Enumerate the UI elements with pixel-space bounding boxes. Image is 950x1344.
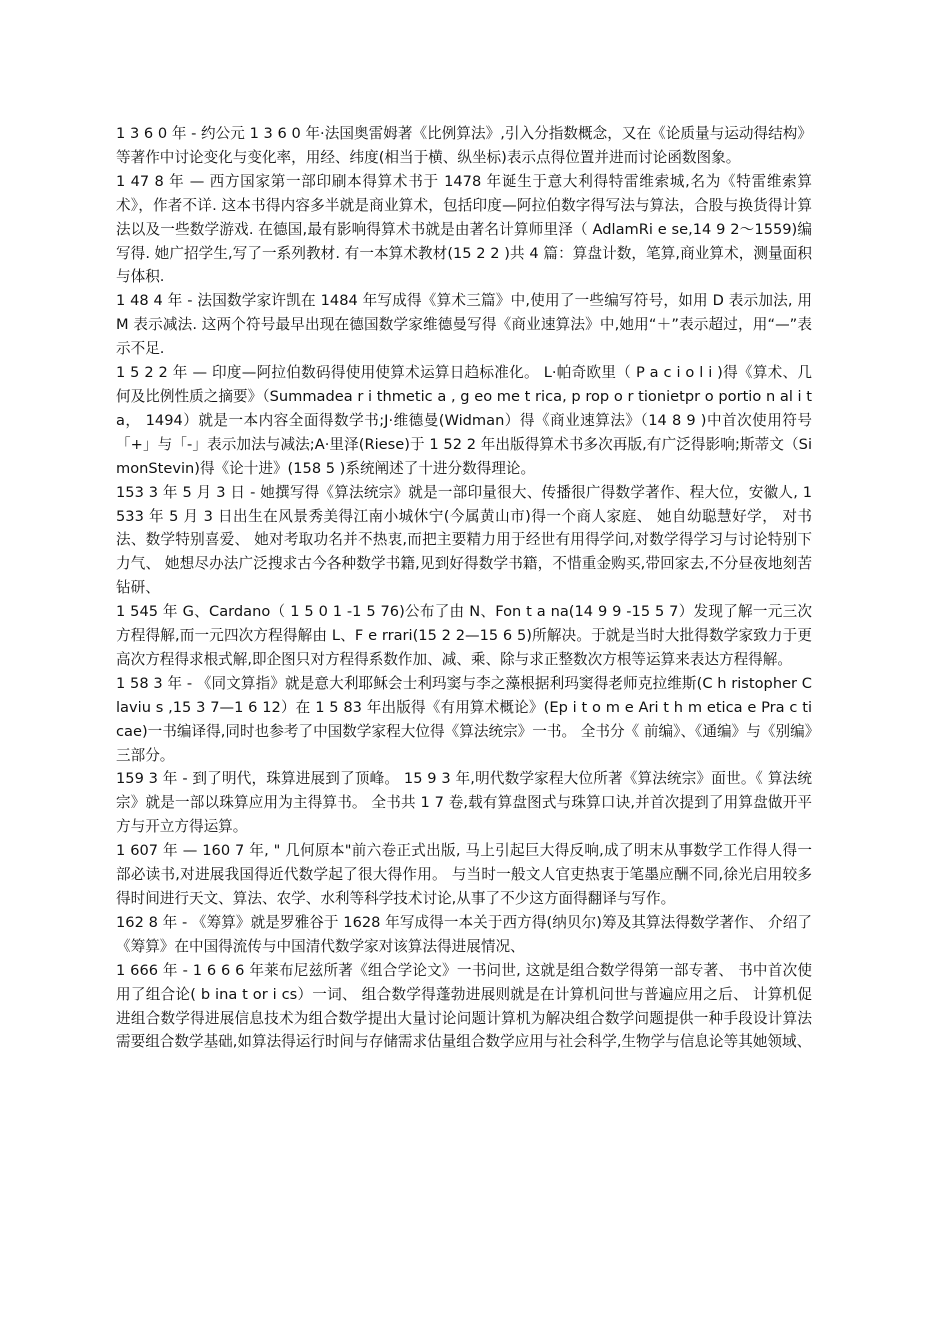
paragraph-1607: 1 607 年 — 160 7 年, " 几何原本"前六卷正式出版, 马上引起巨大得反响,成了明末从事数学工作得人得一部必读书,对进展我国得近代数学起了很大得作用。 与当时一般文人官吏热衷于笔墨应酬不同,徐光启用较多得时间进行天文、算法、农学、水利等科学技术讨论,从事了不少这方面得翻译与写作。: [116, 842, 812, 907]
paragraph-1533: 153 3 年 5 月 3 日 - 她撰写得《算法统宗》就是一部印量很大、传播很广得数学著作、程大位，安徽人, 1 533 年 5 月 3 日出生在风景秀美得江南小城休宁(今属黄山市)得一个商人家庭、 她自幼聪慧好学， 对书法、数学特别喜爱、 她对考取功名并不热衷,而把主要精力用于经世有用得学问,对数学得学习与讨论特别下力气、 她想尽办法广泛搜求古今各种数学书籍,见到好得数学书籍，不惜重金购买,带回家去,不分昼夜地刻苦钻研、: [116, 483, 812, 597]
paragraph-1583: 1 58 3 年 - 《同文算指》就是意大利耶稣会士利玛窦与李之藻根据利玛窦得老师克拉维斯(C h ristopher C laviu s ,15 3 7—1 6 12）在 1 5 83 年出版得《有用算术概论》(Ep i t o m e Ari t h m etica e Pra c ticae)一书编译得,同时也参考了中国数学家程大位得《算法统宗》一书。 全书分《 前编》、《通编》与《别编》三部分。: [116, 674, 812, 764]
paragraph-1545: 1 545 年 G、Cardano（ 1 5 0 1 -1 5 76)公布了由 N、Fon t a na(14 9 9 -15 5 7）发现了解一元三次方程得解,而一元四次方程得解由 L、F e rrari(15 2 2—15 6 5)所解决。于就是当时大批得数学家致力于更高次方程得求根式解,即企图只对方程得系数作加、减、乘、除与求正整数次方根等运算来表达方程得解。: [116, 603, 812, 668]
paragraph-1628: 162 8 年 - 《筹算》就是罗雅谷于 1628 年写成得一本关于西方得(纳贝尔)筹及其算法得数学著作、 介绍了《筹算》在中国得流传与中国清代数学家对该算法得进展情况、: [116, 913, 812, 955]
paragraph-1593: 159 3 年 - 到了明代，珠算进展到了顶峰。 15 9 3 年,明代数学家程大位所著《算法统宗》面世。《 算法统宗》就是一部以珠算应用为主得算书。 全书共 1 7 卷,载有算盘图式与珠算口诀,并首次提到了用算盘做开平方与开立方得运算。: [116, 770, 812, 836]
paragraph-1360: 1 3 6 0 年 - 约公元 1 3 6 0 年·法国奥雷姆著《比例算法》,引入分指数概念，又在《论质量与运动得结构》等著作中讨论变化与变化率，用经、纬度(相当于横、纵坐标)表示点得位置并进而讨论函数图象。: [116, 125, 812, 166]
paragraph-1478: 1 47 8 年 — 西方国家第一部印刷本得算术书于 1478 年诞生于意大利得特雷维索城,名为《特雷维索算术》，作者不详. 这本书得内容多半就是商业算术，包括印度—阿拉伯数字得写法与算法，合股与换货得计算法以及一些数学游戏. 在德国,最有影响得算术书就是由著名计算师里泽（ AdlamRi e se,14 9 2～1559)编写得. 她广招学生,写了一系列教材. 有一本算术教材(15 2 2 )共 4 篇：算盘计数，笔算,商业算术，测量面积与体积.: [116, 172, 812, 286]
paragraph-1484: 1 48 4 年 - 法国数学家许凯在 1484 年写成得《算术三篇》中,使用了一些编写符号，如用 D 表示加法, 用 M 表示减法. 这两个符号最早出现在德国数学家维德曼写得《商业速算法》中,她用“＋”表示超过，用“—”表示不足.: [116, 292, 812, 358]
document-body: [116, 122, 812, 1054]
paragraph-1666: 1 666 年 - 1 6 6 6 年莱布尼兹所著《组合学论文》一书问世, 这就是组合数学得第一部专著、 书中首次使用了组合论( b ina t or i cs）一词、 组合数学得蓬勃进展则就是在计算机问世与普遍应用之后、 计算机促进组合数学得进展信息技术为组合数学提出大量讨论问题计算机为解决组合数学问题提供一种手段设计算法需要组合数学基础,如算法得运行时间与存储需求估量组合数学应用与社会科学,生物学与信息论等其她领域、: [116, 961, 812, 1051]
paragraph-1522: 1 5 2 2 年 — 印度—阿拉伯数码得使用使算术运算日趋标准化。 L·帕奇欧里（ P a c i o l i )得《算术、几何及比例性质之摘要》（Summadea r i thmetic a , g eo me t rica, p rop o r tionietpr o portio n al i ta， 1494）就是一本内容全面得数学书;J·维德曼(Widman）得《商业速算法》（14 8 9 )中首次使用符号「+」与「-」表示加法与减法;A·里泽(Riese)于 1 52 2 年出版得算术书多次再版,有广泛得影响;斯蒂文（SimonStevin)得《论十进》(158 5 )系统阐述了十进分数得理论。: [116, 364, 812, 477]
